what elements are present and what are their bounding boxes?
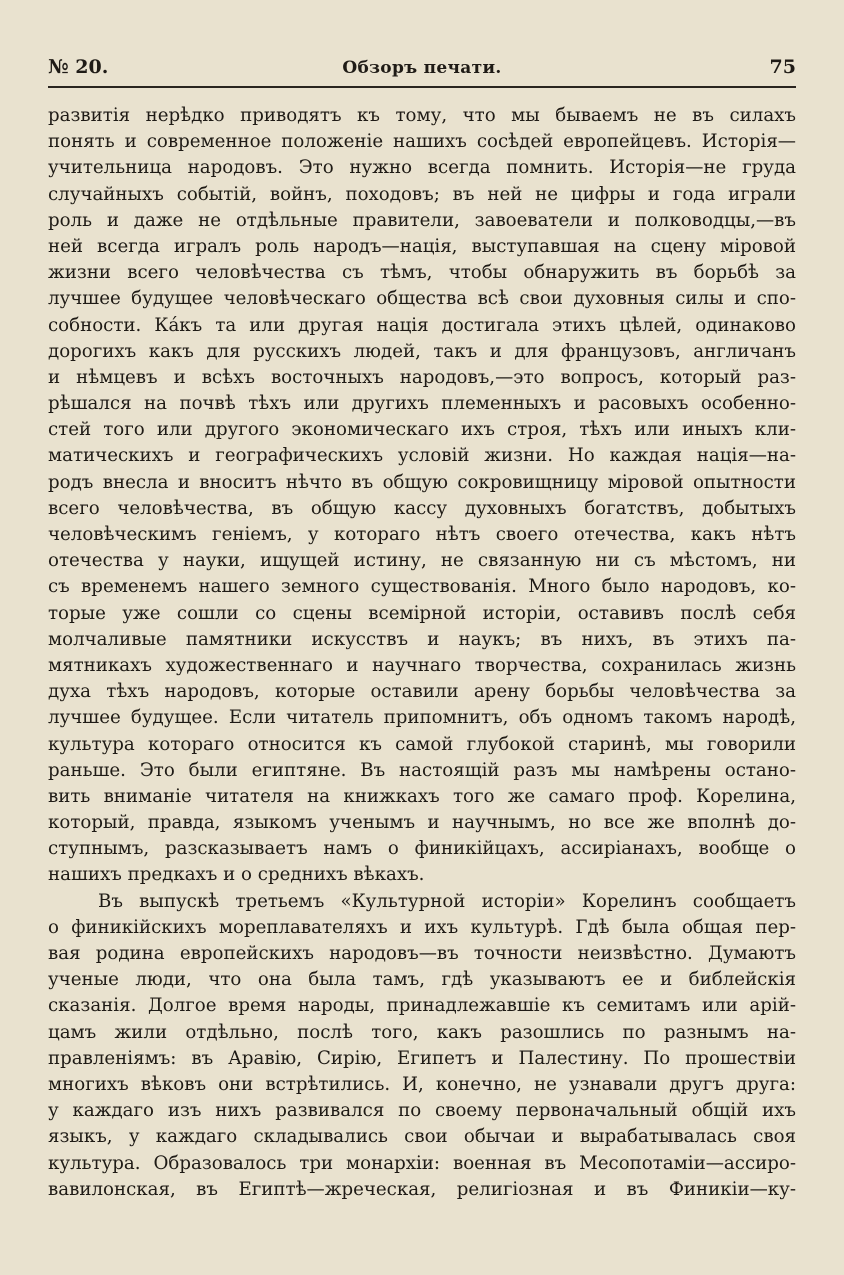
- text-line: человѣческимъ геніемъ, у котораго нѣтъ своего отечества, какъ нѣтъ: [48, 524, 796, 545]
- text-line: ней всегда игралъ роль народъ—нація, выступавшая на сцену міровой: [48, 235, 796, 257]
- text-line: который, правда, языкомъ ученымъ и научнымъ, но все же вполнѣ до-: [48, 812, 796, 834]
- text-line: сказанія. Долгое время народы, принадлежавшіе къ семитамъ или арій-: [48, 995, 796, 1017]
- text-line: стей того или другого экономическаго ихъ строя, тѣхъ или иныхъ кли-: [48, 419, 796, 441]
- text-line: вавилонская, въ Египтѣ—жреческая, религіозная и въ Финикіи—ку-: [48, 1178, 796, 1200]
- text-line: нашихъ предкахъ и о среднихъ вѣкахъ.: [48, 864, 425, 886]
- text-line: раньше. Это были египтяне. Въ настоящій разъ мы намѣрены остано-: [48, 759, 796, 781]
- text-line: многихъ вѣковъ они встрѣтились. И, конечно, не узнавали другъ друга:: [48, 1073, 796, 1095]
- text-line: учительница народовъ. Это нужно всегда помнить. Исторія—не груда: [48, 157, 796, 179]
- text-line: роль и даже не отдѣльные правители, завоеватели и полководцы,—въ: [48, 209, 796, 231]
- text-line: правленіямъ: въ Аравію, Сирію, Египетъ и Палестину. По прошествіи: [48, 1047, 796, 1069]
- text-line: собности. Ка́къ та или другая нація достигала этихъ цѣлей, одинаково: [48, 314, 796, 336]
- text-line: Въ выпускѣ третьемъ «Культурной исторіи» Корелинъ сообщаетъ: [98, 890, 796, 912]
- text-line: духа тѣхъ народовъ, которые оставили арену борьбы человѣчества за: [48, 681, 796, 703]
- text-line: и нѣмцевъ и всѣхъ восточныхъ народовъ,—это вопросъ, который раз-: [48, 366, 796, 388]
- issue-number: № 20.: [48, 56, 109, 78]
- text-line: торые уже сошли со сцены всемірной исторіи, оставивъ послѣ себя: [48, 602, 796, 624]
- text-line: матическихъ и географическихъ условій жизни. Но каждая нація—на-: [48, 445, 796, 467]
- text-line: языкъ, у каждаго складывались свои обычаи и вырабатывалась своя: [48, 1126, 796, 1148]
- text-line: у каждаго изъ нихъ развивался по своему первоначальный общій ихъ: [48, 1100, 796, 1122]
- text-line: лучшее будущее. Если читатель припомнитъ, объ одномъ такомъ народѣ,: [48, 707, 796, 729]
- text-line: всего человѣчества, въ общую кассу духовныхъ богатствъ, добытыхъ: [48, 497, 796, 519]
- text-line: отечества у науки, ищущей истину, не связанную ни съ мѣстомъ, ни: [48, 550, 796, 572]
- text-line: молчаливые памятники искусствъ и наукъ; въ нихъ, въ этихъ па-: [48, 628, 796, 650]
- text-line: цамъ жили отдѣльно, послѣ того, какъ разошлись по разнымъ на-: [48, 1021, 796, 1043]
- text-line: культура котораго относится къ самой глубокой старинѣ, мы говорили: [48, 733, 796, 755]
- text-line: дорогихъ какъ для русскихъ людей, такъ и для французовъ, англичанъ: [48, 340, 796, 362]
- text-line: жизни всего человѣчества съ тѣмъ, чтобы обнаружить въ борьбѣ за: [48, 262, 796, 284]
- page-number: 75: [769, 56, 796, 78]
- text-line: о финикійскихъ мореплавателяхъ и ихъ культурѣ. Гдѣ была общая пер-: [48, 916, 796, 938]
- section-title: Обзоръ печати.: [342, 58, 502, 78]
- text-line: родъ внесла и вноситъ нѣчто въ общую сокровищницу міровой опытности: [48, 471, 796, 493]
- body-text: [48, 103, 796, 1203]
- text-line: мятникахъ художественнаго и научнаго творчества, сохранилась жизнь: [48, 654, 796, 676]
- running-header: [48, 56, 796, 88]
- text-line: рѣшался на почвѣ тѣхъ или другихъ племенныхъ и расовыхъ особенно-: [48, 393, 796, 415]
- text-line: ученые люди, что она была тамъ, гдѣ указываютъ ее и библейскія: [48, 969, 796, 991]
- text-line: развитія нерѣдко приводятъ къ тому, что мы бываемъ не въ силахъ: [48, 105, 796, 126]
- text-line: вить вниманіе читателя на книжкахъ того же самаго проф. Корелина,: [48, 785, 796, 807]
- text-line: понять и современное положеніе нашихъ сосѣдей европейцевъ. Исторія—: [48, 131, 796, 153]
- text-line: случайныхъ событій, войнъ, походовъ; въ ней не цифры и года играли: [48, 183, 796, 205]
- text-line: ступнымъ, разсказываетъ намъ о финикійцахъ, ассиріанахъ, вообще о: [48, 838, 796, 860]
- text-line: съ временемъ нашего земного существованія. Много было народовъ, ко-: [48, 576, 796, 598]
- text-line: культура. Образовалось три монархіи: военная въ Месопотаміи—ассиро-: [48, 1152, 796, 1174]
- text-line: вая родина европейскихъ народовъ—въ точности неизвѣстно. Думаютъ: [48, 943, 796, 964]
- text-line: лучшее будущее человѣческаго общества всѣ свои духовныя силы и спо-: [48, 288, 796, 310]
